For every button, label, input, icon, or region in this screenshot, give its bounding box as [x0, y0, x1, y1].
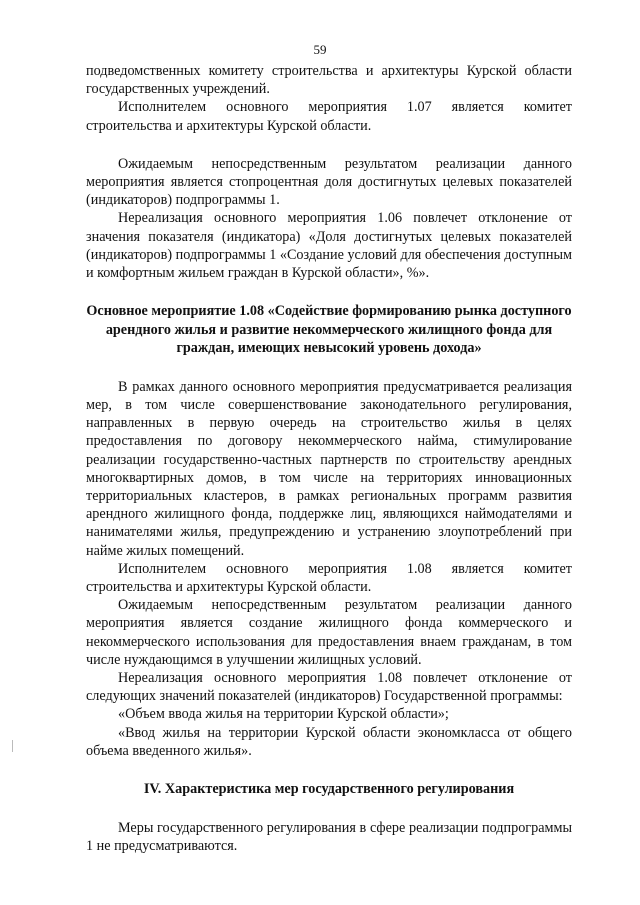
subsection-heading: Основное мероприятие 1.08 «Содействие формированию рынка доступного арендного жилья и развитие некоммерческого жилищного фонда для граждан, имеющих невысокий уровень дохода»	[86, 303, 572, 357]
body-paragraph: Нереализация основного мероприятия 1.08 повлечет отклонение от следующих значений показателей (индикаторов) Государственной программы:	[86, 669, 572, 705]
body-paragraph: Исполнителем основного мероприятия 1.08 является комитет строительства и архитектуры Курской области.	[86, 560, 572, 595]
vertical-spacer	[86, 358, 572, 378]
vertical-spacer	[86, 282, 572, 302]
body-paragraph: В рамках данного основного мероприятия предусматривается реализация мер, в том числе совершенствование законодательного регулирования, направленных в первую очередь на строительство жилья в целях предоставления по договору некоммерческого найма, стимулирование реализации государственно-частных партнерств по строительству арендных многоквартирных домов, в том числе на территориях инновационных территориальных кластеров, в рамках региональных программ развития арендного жилищного фонда, поддержке лиц, являющихся наймодателями и нанимателями жилья, предупреждению и устранению злоупотреблений при найме жилых помещений.	[86, 378, 572, 559]
body-paragraph: Меры государственного регулирования в сфере реализации подпрограммы 1 не предусматриваются.	[86, 819, 572, 854]
body-paragraph: Ожидаемым непосредственным результатом реализации данного мероприятия является стопроцентная доля достигнутых целевых показателей (индикаторов) подпрограммы 1.	[86, 155, 572, 209]
body-paragraph: Исполнителем основного мероприятия 1.07 является комитет строительства и архитектуры Курской области.	[86, 99, 572, 134]
body-paragraph: «Объем ввода жилья на территории Курской области»;	[118, 706, 449, 723]
vertical-spacer	[86, 799, 572, 819]
page-number: 59	[313, 42, 327, 57]
vertical-spacer	[86, 760, 572, 780]
margin-scan-mark	[12, 740, 13, 752]
vertical-spacer	[86, 135, 572, 155]
document-body	[86, 62, 572, 855]
body-paragraph: «Ввод жилья на территории Курской области экономкласса от общего объема введенного жилья».	[86, 724, 572, 759]
section-heading: IV. Характеристика мер государственного регулирования	[143, 781, 515, 797]
body-paragraph: Нереализация основного мероприятия 1.06 повлечет отклонение от значения показателя (индикатора) «Доля достигнутых целевых показателей (индикаторов) подпрограммы 1 «Создание условий для обеспечения доступным и комфортным жильем граждан в Курской области», %».	[86, 210, 572, 282]
body-paragraph: Ожидаемым непосредственным результатом реализации данного мероприятия является создание жилищного фонда коммерческого и некоммерческого использования для предоставления внаем гражданам, в том числе нуждающимся в улучшении жилищных условий.	[86, 597, 572, 668]
body-paragraph: подведомственных комитету строительства и архитектуры Курской области государственных учреждений.	[86, 63, 572, 98]
